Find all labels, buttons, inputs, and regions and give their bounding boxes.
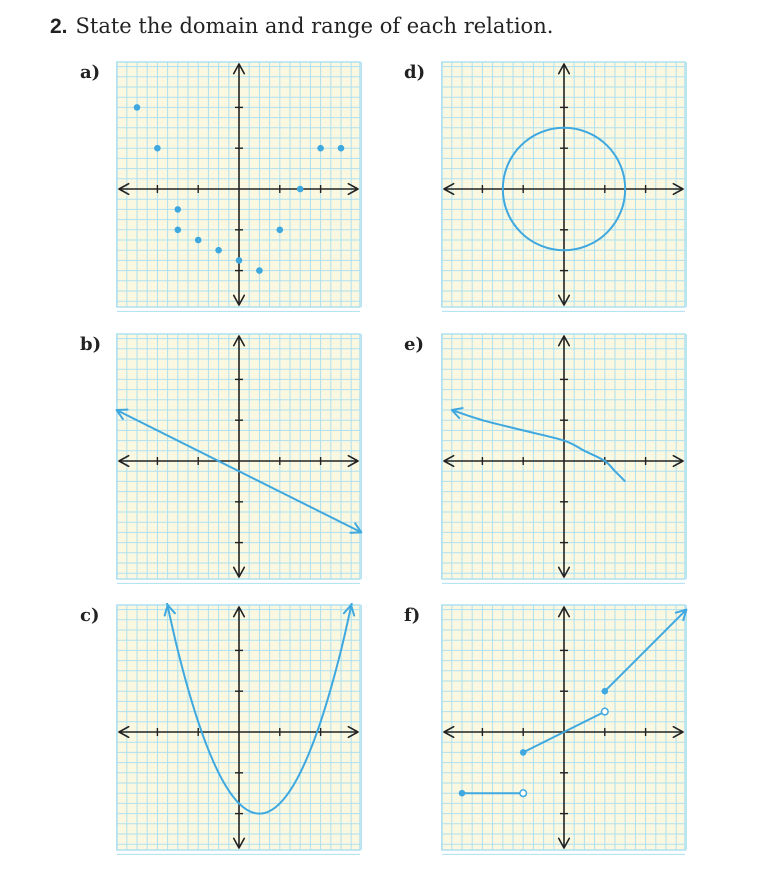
graph-d [442,62,692,316]
graph-e [442,334,692,588]
question-number: 2. [50,15,68,38]
closed-endpoint [459,790,466,797]
panel-label-c: c) [80,605,100,626]
open-endpoint [520,790,527,797]
data-point [215,247,222,254]
graph-a [117,62,367,316]
data-point [277,227,284,234]
panel-label-d: d) [404,62,426,83]
data-point [317,145,324,152]
question-text: State the domain and range of each relation. [75,14,554,38]
graph-c [117,605,367,859]
data-point [154,145,161,152]
panel-label-e: e) [404,334,424,355]
data-point [256,267,263,274]
graph-b [117,334,367,588]
panel-label-f: f) [404,605,421,626]
data-point [297,186,304,193]
data-point [175,206,182,213]
data-point [134,104,141,111]
open-endpoint [602,708,609,715]
graph-f [442,605,692,859]
data-point [338,145,345,152]
closed-endpoint [520,749,527,756]
closed-endpoint [602,688,609,695]
panel-label-a: a) [80,62,101,83]
data-point [236,257,243,264]
data-point [175,227,182,234]
question-header [50,14,553,39]
panel-label-b: b) [80,334,102,355]
data-point [195,237,202,244]
